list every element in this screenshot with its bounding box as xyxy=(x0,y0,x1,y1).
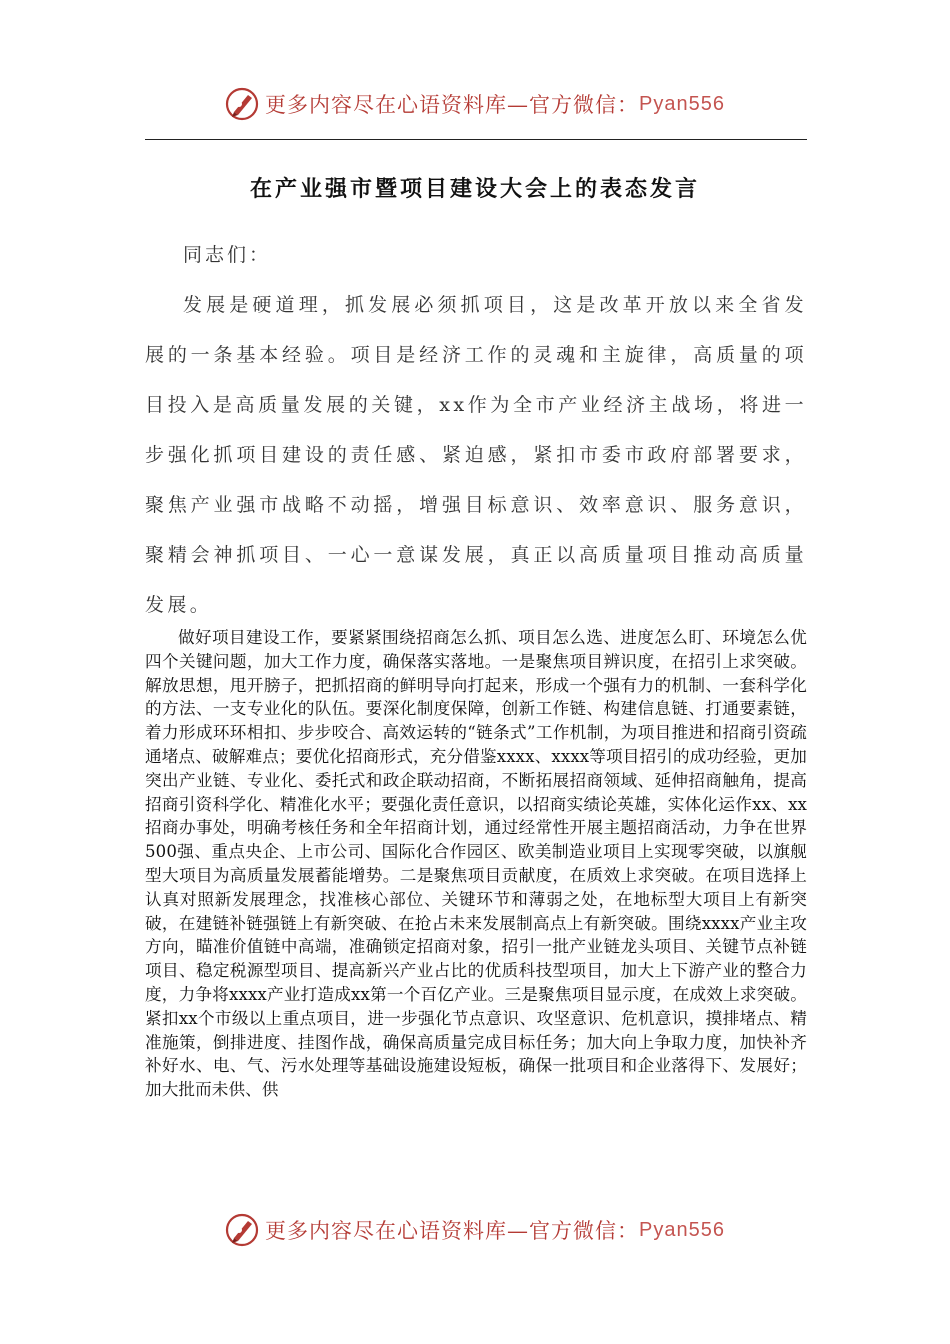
salutation: 同志们： xyxy=(183,244,272,266)
header-banner xyxy=(0,84,950,124)
footer-brand-text: 更多内容尽在心语资料库—官方微信： xyxy=(265,1219,640,1243)
paragraph-body: 做好项目建设工作，要紧紧围绕招商怎么抓、项目怎么选、进度怎么盯、环境怎么优四个关键问题，加大工作力度，确保落实落地。一是聚焦项目辨识度，在招引上求突破。解放思想，甩开膀子，把抓招商的鲜明导向打起来，形成一个强有力的机制、一套科学化的方法、一支专业化的队伍。要深化制度保障，创新工作链、构建信息链、打通要素链，着力形成环环相扣、步步咬合、高效运转的“链条式”工作机制，为项目推进和招商引资疏通堵点、破解难点；要优化招商形式，充分借鉴xxxx、xxxx等项目招引的成功经验，更加突出产业链、专业化、委托式和政企联动招商，不断拓展招商领域、延伸招商触角，提高招商引资科学化、精准化水平；要强化责任意识，以招商实绩论英雄，实体化运作xx、xx招商办事处，明确考核任务和全年招商计划，通过经常性开展主题招商活动，力争在世界500强、重点央企、上市公司、国际化合作园区、欧美制造业项目上实现零突破，以旗舰型大项目为高质量发展蓄能增势。二是聚焦项目贡献度，在质效上求突破。在项目选择上认真对照新发展理念，找准核心部位、关键环节和薄弱之处，在地标型大项目上有新突破，在建链补链强链上有新突破、在抢占未来发展制高点上有新突破。围绕xxxx产业主攻方向，瞄准价值链中高端，准确锁定招商对象，招引一批产业链龙头项目、关键节点补链项目、稳定税源型项目、提高新兴产业占比的优质科技型项目，加大上下游产业的整合力度，力争将xxxx产业打造成xx第一个百亿产业。三是聚焦项目显示度，在成效上求突破。紧扣xx个市级以上重点项目，进一步强化节点意识、攻坚意识、危机意识，摸排堵点、精准施策，倒排进度、挂图作战，确保高质量完成目标任务；加大向上争取力度，加快补齐补好水、电、气、污水处理等基础设施建设短板，确保一批项目和企业落得下、发展好；加大批而未供、供 xyxy=(145,628,807,1100)
header-wechat-id: Pyan556 xyxy=(639,92,725,115)
pen-logo-icon xyxy=(225,1213,259,1247)
document-title: 在产业强市暨项目建设大会上的表态发言 xyxy=(249,177,700,202)
footer-banner xyxy=(0,1210,950,1250)
paragraph-intro: 发展是硬道理，抓发展必须抓项目，这是改革开放以来全省发展的一条基本经验。项目是经济工作的灵魂和主旋律，高质量的项目投入是高质量发展的关键，xx作为全市产业经济主战场，将进一步强化抓项目建设的责任感、紧迫感，紧扣市委市政府部署要求，聚焦产业强市战略不动摇，增强目标意识、效率意识、服务意识，聚精会神抓项目、一心一意谋发展，真正以高质量项目推动高质量发展。 xyxy=(145,294,807,616)
header-divider xyxy=(145,139,807,140)
pen-logo-icon xyxy=(225,87,259,121)
footer-wechat-id: Pyan556 xyxy=(639,1218,725,1241)
header-brand-text: 更多内容尽在心语资料库—官方微信： xyxy=(265,93,640,117)
